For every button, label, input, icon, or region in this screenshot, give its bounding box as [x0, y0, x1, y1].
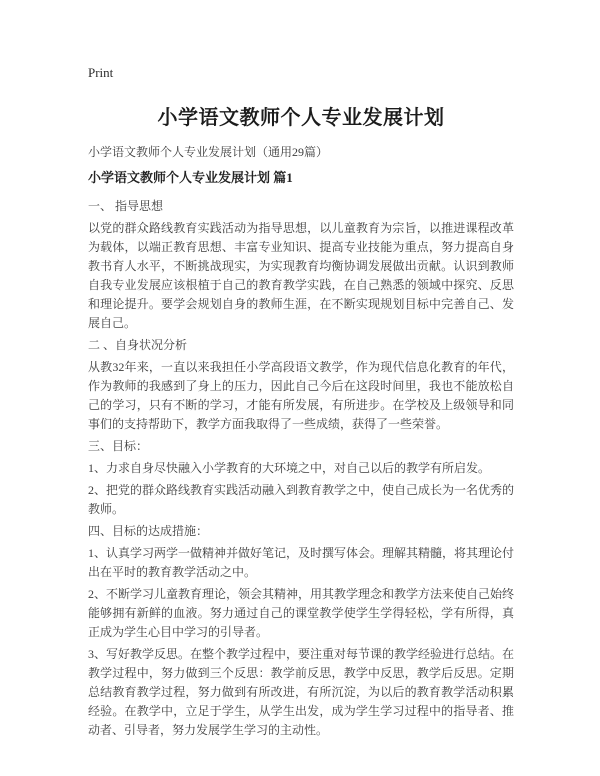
section-heading-3: 三、目标： [88, 439, 149, 453]
paragraph-guiding-ideology: 以党的群众路线教育实践活动为指导思想，以儿童教育为宗旨，以推进课程改革为载体，以端正教育思想、丰富专业知识、提高专业技能为重点，努力提高自身教书育人水平，不断挑战现实，为实现教育均衡协调发展做出贡献。认识到教师自我专业发展应该根植于自己的教育教学实践，在自己熟悉的领域中探究、反思和理论提升。要学会规划自身的教师生涯，在不断实现规划目标中完善自己、发展自己。 [88, 221, 514, 330]
print-button[interactable]: Print [88, 65, 114, 80]
section-heading-1: 一、 指导思想 [88, 199, 164, 213]
document-subtitle: 小学语文教师个人专业发展计划（通用29篇） [88, 145, 329, 159]
paragraph-measure-1: 1、认真学习两学一做精神并做好笔记，及时撰写体会。理解其精髓，将其理论付出在平时的教育教学活动之中。 [88, 546, 515, 579]
paragraph-goal-2: 2、把党的群众路线教育实践活动融入到教育教学之中，使自己成长为一名优秀的教师。 [88, 483, 515, 516]
paragraph-self-analysis: 从教32年来，一直以来我担任小学高段语文教学，作为现代信息化教育的年代，作为教师的我感到了身上的压力，因此自己今后在这段时间里，我也不能放松自己的学习，只有不断的学习，才能有所发展，有所进步。在学校及上级领导和同事们的支持帮助下，教学方面我取得了一些成绩，获得了一些荣誉。 [88, 360, 514, 431]
document-title: 小学语文教师个人专业发展计划 [157, 107, 445, 129]
section-heading-4: 四、目标的达成措施： [88, 524, 209, 538]
section-heading-2: 二 、自身状况分析 [88, 338, 188, 352]
paragraph-goal-1: 1、力求自身尽快融入小学教育的大环境之中，对自己以后的教学有所启发。 [88, 461, 491, 475]
paragraph-measure-3: 3、写好教学反思。在整个教学过程中，要注重对每节课的教学经验进行总结。在教学过程中，努力做到三个反思：教学前反思，教学中反思，教学后反思。定期总结教育教学过程，努力做到有所改进，有所沉淀，为以后的教育教学活动积累经验。在教学中，立足于学生，从学生出发，成为学生学习过程中的指导者、推动者、引导者，努力发展学生学习的主动性。 [88, 647, 515, 737]
paragraph-measure-2: 2、不断学习儿童教育理论，领会其精神，用其教学理念和教学方法来使自己始终能够拥有新鲜的血液。努力通过自己的课堂教学使学生学得轻松，学有所得，真正成为学生心目中学习的引导者。 [88, 587, 515, 639]
part-heading: 小学语文教师个人专业发展计划 篇1 [88, 170, 293, 185]
